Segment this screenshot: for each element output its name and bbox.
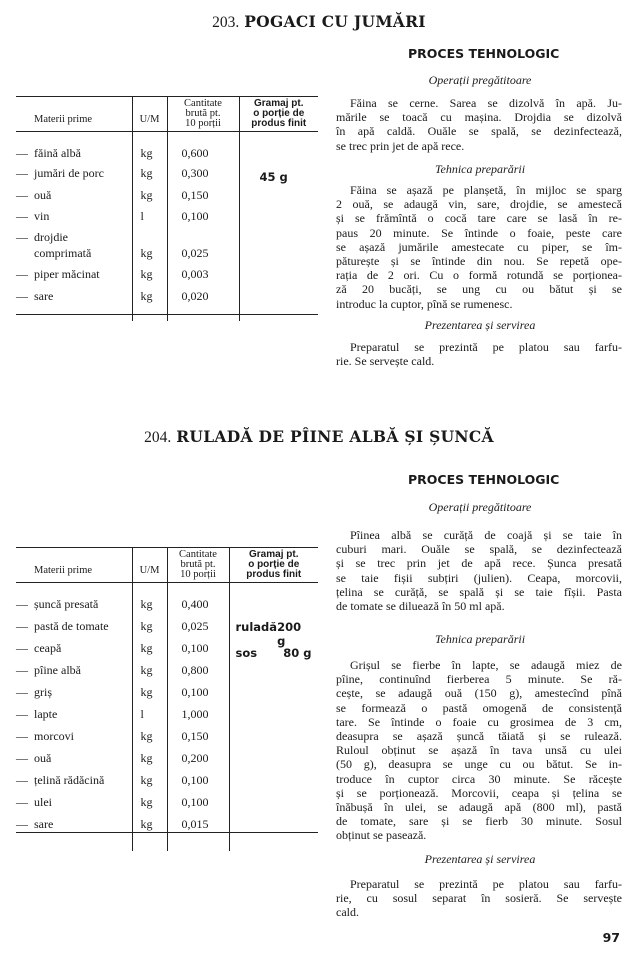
ingredient-um: l	[132, 707, 167, 729]
ingredient-qty: 0,150	[167, 729, 229, 751]
table-row: — ulei kg 0,100	[16, 795, 318, 817]
ingredient-name: drojdie	[34, 229, 68, 244]
text-line: păturește și se întinde din nou. Se repetă ope-	[336, 254, 622, 269]
recipe-number: 204.	[144, 429, 172, 446]
col-header-um: U/M	[132, 97, 167, 132]
table-row: — griș kg 0,100	[16, 685, 318, 707]
text-line: Preparatul se prezintă pe platou sau farfu-	[350, 340, 622, 354]
text-line: țelina se curăță, se spală și se taie fîșii. Pasta	[336, 584, 622, 599]
table-row: — vin l 0,100	[16, 209, 318, 230]
text-line: Grișul se fierbe în lapte, se adaugă miez de	[350, 658, 622, 672]
section-heading: Operații pregătitoare	[428, 73, 532, 87]
ingredient-name: sare	[34, 816, 54, 831]
text-line: se așază jumările amestecate cu piper, se îm-	[336, 239, 622, 254]
process-heading: PROCES TEHNOLOGIC	[408, 46, 560, 61]
paragraph-technique	[336, 658, 622, 843]
text-line: deasupra se așază șuncă tăiată și se rulează.	[336, 729, 622, 744]
ingredient-qty: 0,600	[167, 146, 239, 166]
table-row: — ceapă kg 0,100	[16, 641, 318, 663]
text-line: pîine, continuînd fierberea 5 minute. Se ră-	[336, 672, 622, 687]
process-heading: PROCES TEHNOLOGIC	[408, 472, 560, 487]
ingredient-um: kg	[132, 246, 167, 267]
ingredient-name: griș	[34, 684, 52, 699]
recipe-title-204	[0, 427, 638, 447]
text-line: obținut se pasează.	[336, 828, 427, 843]
text-line: și se porționează. Morcovii, ceapa și țelina se	[336, 785, 622, 800]
col-header-qty: Cantitate brută pt. 10 porții	[167, 97, 239, 132]
col-header-material: Materii prime	[16, 97, 132, 132]
ingredient-um: kg	[132, 795, 167, 817]
col-header-material: Materii prime	[16, 548, 132, 583]
text-line: rie. Se servește cald.	[336, 354, 435, 369]
paragraph-prep	[336, 528, 622, 613]
ingredients-table-203	[16, 97, 318, 321]
paragraph-prep	[336, 96, 622, 153]
recipe-title-203	[0, 12, 638, 32]
ingredient-um: kg	[132, 663, 167, 685]
text-line: (50 g), deasupra se unge cu ou bătut. Se in-	[336, 757, 622, 772]
text-line: cald.	[336, 905, 359, 920]
table-row: — șuncă presată kg 0,400 ruladă 200 g sos 80 g	[16, 596, 312, 660]
table-bottom-rule	[16, 832, 318, 833]
ingredient-qty: 0,020	[167, 289, 239, 311]
paragraph-technique	[336, 183, 622, 311]
table-row: — pastă de tomate kg 0,025	[16, 619, 318, 641]
col-header-qty: Cantitate brută pt. 10 porții	[167, 548, 229, 583]
recipe-name: POGACI CU JUMĂRI	[244, 12, 426, 31]
ingredient-name: morcovi	[34, 728, 74, 743]
portion-label: ruladă	[235, 619, 278, 634]
col-header-gram: Gramaj pt. o porție de produs finit	[239, 97, 318, 132]
ingredient-qty: 0,025	[167, 619, 229, 641]
section-heading: Tehnica preparării	[434, 162, 526, 176]
ingredient-um: kg	[132, 817, 167, 839]
ingredient-name: piper măcinat	[34, 266, 100, 281]
ingredient-qty: 1,000	[167, 707, 229, 729]
page-number: 97	[602, 930, 620, 945]
ingredient-um: kg	[132, 619, 167, 641]
table-row: — sare kg 0,020	[16, 289, 318, 311]
text-line: ză 20 bucăți, se ung cu ou bătut și se	[336, 282, 622, 297]
text-line: 2 ouă, se adaugă vin, sare, drojdie, se amestecă	[336, 197, 622, 212]
text-line: Pîinea albă se curăță de coajă și se taie în	[350, 528, 622, 542]
table-row: — ouă kg 0,200	[16, 751, 318, 773]
ingredient-name: comprimată	[34, 245, 92, 260]
ingredient-um: kg	[132, 188, 167, 209]
ingredient-name: lapte	[34, 706, 58, 721]
ingredient-qty: 0,400	[167, 597, 229, 619]
ingredient-name: ouă	[34, 187, 52, 202]
table-row: — țelină rădăcină kg 0,100	[16, 773, 318, 795]
ingredient-name: pastă de tomate	[34, 618, 109, 633]
ingredient-qty: 0,015	[167, 817, 229, 839]
ingredient-name: pîine albă	[34, 662, 81, 677]
text-line: Ruloul obținut se așază în tava unsă cu ulei	[336, 743, 622, 758]
portion-row	[236, 646, 312, 660]
table-header-row	[16, 548, 318, 583]
portion-row	[236, 620, 312, 648]
text-line: paus 20 minute. Se întinde o foaie, peste care	[336, 225, 622, 240]
text-line: se taie fișii subțiri (julien). Ceapa, morcovii,	[336, 570, 622, 585]
text-line: troduce în cuptor circa 30 minute. Se răcește	[336, 771, 622, 786]
table-row: — drojdie	[16, 230, 318, 246]
portion-value: 200 g	[277, 619, 302, 648]
table-row: — piper măcinat kg 0,003	[16, 267, 318, 289]
section-heading: Prezentarea și servirea	[424, 852, 536, 866]
ingredient-um: kg	[132, 146, 167, 166]
text-line: de tomate se diluează în 50 ml apă.	[336, 599, 505, 614]
ingredient-um: kg	[132, 267, 167, 289]
text-line: tare. Se întinde o foaie cu grosimea de 3 cm,	[336, 714, 622, 729]
recipe-name: RULADĂ DE PÎINE ALBĂ ȘI ȘUNCĂ	[176, 427, 494, 446]
text-line: cuburi mari. Ouăle se spală, se dezinfectează	[336, 542, 622, 557]
text-line: Făina se cerne. Sarea se dizolvă în apă. Ju-	[350, 96, 622, 110]
ingredient-name: făină albă	[34, 145, 81, 160]
ingredient-qty: 0,100	[167, 209, 239, 230]
ingredient-qty: 0,200	[167, 751, 229, 773]
text-line: înăbușă în ulei, se adaugă apă (800 ml), pastă	[336, 800, 622, 815]
text-line: introduc la cuptor, pînă se rumenesc.	[336, 296, 513, 311]
text-line: mările se toacă cu mașina. Drojdia se dizolvă	[336, 110, 622, 125]
ingredient-um: kg	[132, 641, 167, 663]
ingredient-name: jumări de porc	[34, 165, 104, 180]
ingredient-name: ouă	[34, 750, 52, 765]
ingredient-qty: 0,800	[167, 663, 229, 685]
ingredient-um: kg	[132, 729, 167, 751]
ingredient-qty: 0,003	[167, 267, 239, 289]
ingredient-um: kg	[132, 597, 167, 619]
col-header-gram: Gramaj pt. o porție de produs finit	[229, 548, 318, 583]
table-row: — jumări de porc kg 0,300	[16, 166, 318, 188]
paragraph-serving	[336, 877, 622, 920]
portion-label: sos	[235, 645, 258, 660]
table-row: — morcovi kg 0,150	[16, 729, 318, 751]
ingredient-qty: 0,100	[167, 685, 229, 707]
table-row: — ouă kg 0,150	[16, 188, 318, 209]
ingredient-um: l	[132, 209, 167, 230]
ingredient-name: vin	[34, 208, 50, 223]
section-heading: Tehnica preparării	[434, 632, 526, 646]
portion-weight: 45 g	[259, 169, 288, 184]
text-line: Făina se așază pe planșetă, în mijloc se sparg	[350, 183, 622, 197]
ingredient-qty: 0,100	[167, 795, 229, 817]
section-heading: Prezentarea și servirea	[424, 318, 536, 332]
table-row: — lapte l 1,000	[16, 707, 318, 729]
ingredient-um: kg	[132, 685, 167, 707]
ingredient-um: kg	[132, 289, 167, 311]
table-row: — sare kg 0,015	[16, 817, 318, 839]
text-line: rie, cu sosul separat în sosieră. Se servește	[336, 891, 622, 906]
ingredient-name: ceapă	[34, 640, 62, 655]
text-line: Preparatul se prezintă pe platou sau farfu-	[350, 877, 622, 891]
table-header-row	[16, 97, 318, 132]
section-heading: Operații pregătitoare	[428, 500, 532, 514]
paragraph-serving	[336, 340, 622, 368]
text-line: de tomate, sare și se fierb 30 minute. Sosul	[336, 814, 622, 829]
ingredient-um: kg	[132, 166, 167, 188]
ingredient-name: ulei	[34, 794, 52, 809]
ingredient-qty: 0,300	[167, 166, 239, 188]
recipe-number: 203.	[212, 14, 240, 31]
text-line: se formează o pastă omogenă de consistență	[336, 700, 622, 715]
ingredient-name: țelină rădăcină	[34, 772, 105, 787]
text-line: și se trec prin jet de apă rece. Șunca presată	[336, 556, 622, 571]
portion-value: 80 g	[283, 645, 312, 660]
table-row: — făină albă kg 0,600 45 g	[16, 146, 318, 166]
ingredient-qty: 0,100	[167, 773, 229, 795]
text-line: cește, se adaugă ouă (150 g), amestecînd pînă	[336, 686, 622, 701]
table-bottom-rule	[16, 314, 318, 315]
ingredient-name: sare	[34, 288, 54, 303]
text-line: rația de 2 ori. Cu o formă rotundă se porționea-	[336, 268, 622, 283]
text-line: și se frămîntă o cocă tare care se lasă în re-	[336, 211, 622, 226]
ingredient-qty: 0,150	[167, 188, 239, 209]
ingredient-qty: 0,025	[167, 246, 239, 267]
portion-weights	[230, 597, 312, 660]
ingredient-um: kg	[132, 751, 167, 773]
ingredient-name: șuncă presată	[34, 596, 99, 611]
table-row: — pîine albă kg 0,800	[16, 663, 318, 685]
col-header-um: U/M	[132, 548, 167, 583]
ingredients-table-204	[16, 548, 318, 851]
text-line: se trec prin jet de apă rece.	[336, 138, 465, 153]
text-line: în apă caldă. Ouăle se spală, se dezinfectează,	[336, 124, 622, 139]
ingredient-qty: 0,100	[167, 641, 229, 663]
ingredient-um: kg	[132, 773, 167, 795]
